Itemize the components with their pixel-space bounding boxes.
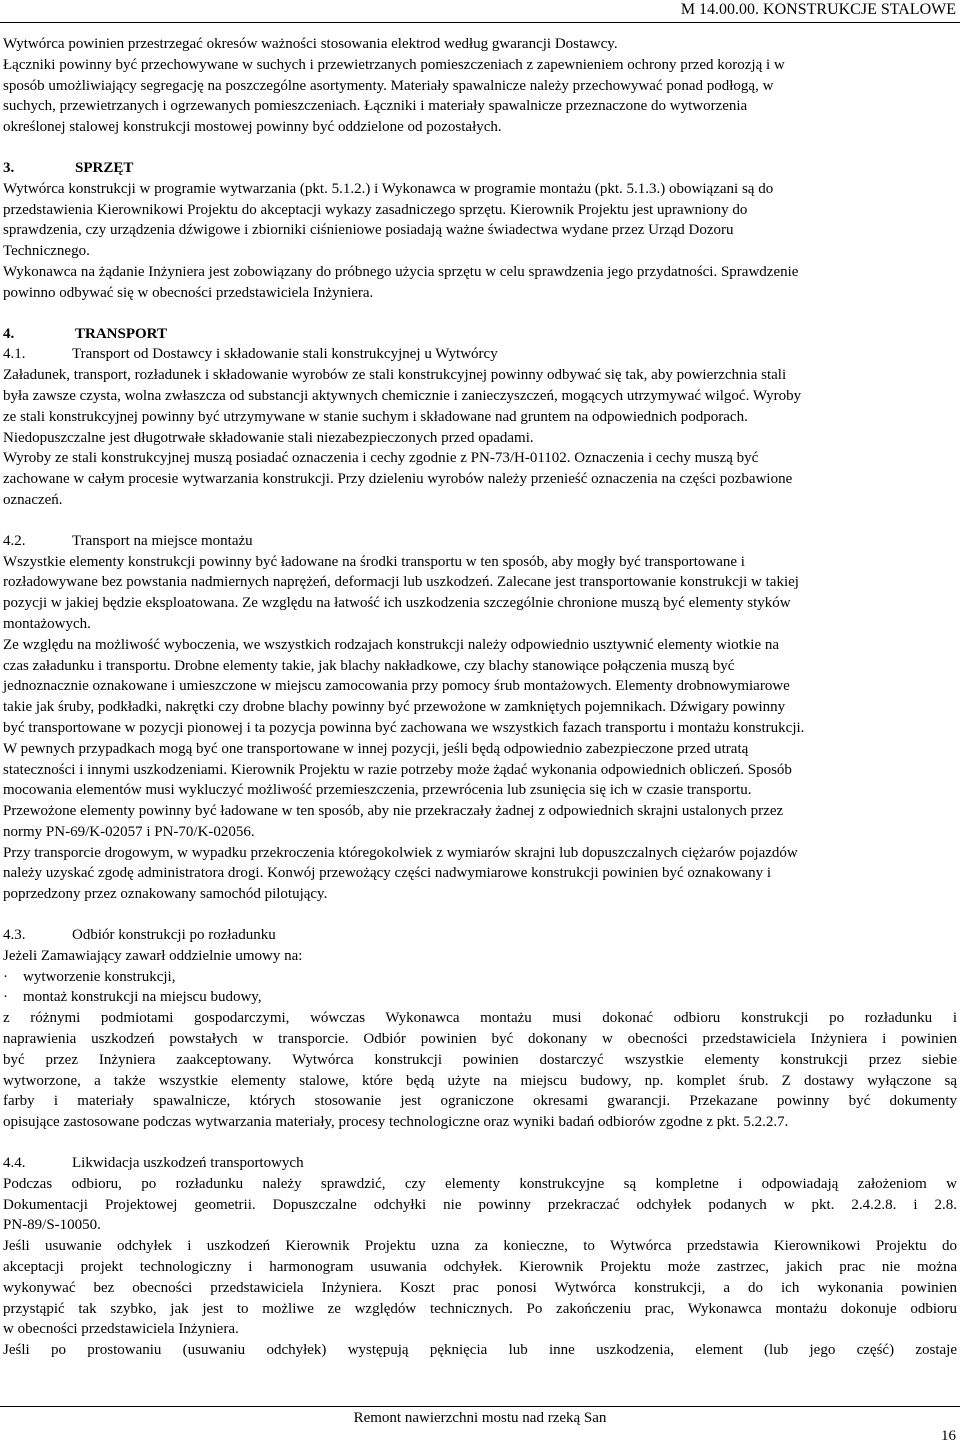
text-line: poprzedzony przez oznakowany samochód pilotujący. [3,886,328,903]
text-line: czas załadunku i transportu. Drobne elementy takie, jak blachy nakładkowe, czy blachy stanowiące połączenia muszą być [3,657,735,674]
subsection-number: 4.3. [3,927,26,944]
text-line: z różnymi podmiotami gospodarczymi, wówczas Wykonawca montażu musi dokonać odbioru konstrukcji po rozładunku i [3,1010,957,1027]
subsection-title: Odbiór konstrukcji po rozładunku [72,927,276,944]
list-item-text: wytworzenie konstrukcji, [23,968,176,985]
subsection-4-1-body [3,365,957,511]
text-line: Przewożone elementy powinny być ładowane w ten sposób, aby nie przekraczały żadnej z odpowiednich skrajni ustalonych przez [3,803,784,820]
subsection-heading-4-4 [3,1153,957,1174]
section-3-body [3,179,957,304]
subsection-4-4-body [3,1174,957,1361]
subsection-heading-4-2 [3,531,957,552]
text-line: takie jak śruby, podkładki, nakrętki czy drobne blachy powinny być przewożone w zamkniętych pojemnikach. Dźwigary powinny [3,699,786,716]
text-line: być przez Inżyniera zaakceptowany. Wytwórca konstrukcji powinien dostarczyć wszystkie elementy konstrukcji przez siebie [3,1051,957,1068]
text-line: Wykonawca na żądanie Inżyniera jest zobowiązany do próbnego użycia sprzętu w celu sprawdzenia jego przydatności. Sprawdzenie [3,263,799,280]
text-line: Technicznego. [3,243,90,260]
text-line: Niedopuszczalne jest długotrwałe składowanie stali niezabezpieczonych przed opadami. [3,429,534,446]
section-title: SPRZĘT [75,159,134,176]
text-line: była zawsze czysta, wolna zwłaszcza od substancji aktywnych chemicznie i zanieczyszczeń, mogących utrzymywać wilgoć. Wyroby [3,387,802,404]
text-line: stateczności i innymi uszkodzeniami. Kierownik Projektu w razie potrzeby może żądać wykonania odpowiednich obliczeń. Sposób [3,761,792,778]
text-line: należy uzyskać zgodę administratora drogi. Konwój przewożący części nadwymiarowe konstrukcji powinien być oznakowany i [3,865,772,882]
text-line: w obecności przedstawiciela Inżyniera. [3,1321,239,1338]
text-line: Jeśli usuwanie odchyłek i uszkodzeń Kierownik Projektu uzna za konieczne, to Wytwórca przedstawia Kierownikowi Projektu do [3,1238,957,1255]
list-item [3,967,957,988]
text-line: Wszystkie elementy konstrukcji powinny być ładowane na środki transportu w ten sposób, aby mogły być transportowane i [3,553,745,570]
text-line: Ze względu na możliwość wyboczenia, we wszystkich rodzajach konstrukcji należy odpowiednio usztywnić elementy wiotkie na [3,636,780,653]
page-number: 16 [941,1428,956,1444]
text-line: naprawienia uszkodzeń powstałych w transporcie. Odbiór powinien być dokonany w obecności przedstawiciela Inżyniera i powinien [3,1031,957,1048]
subsection-number: 4.1. [3,346,26,363]
text-line: mocowania elementów musi wykluczyć możliwość przemieszczenia, przewrócenia lub zsunięcia się ich w czasie transportu. [3,782,752,799]
text-line: pozycji w jakiej będzie eksploatowana. Ze względu na łatwość ich uszkodzenia szczególnie chronione muszą być elementy styków [3,595,791,612]
footer-title: Remont nawierzchni mostu nad rzeką San [353,1410,607,1426]
section-heading-4 [3,324,957,345]
subsection-4-3-body [3,946,957,1133]
text-line: powinno odbywać się w obecności przedstawiciela Inżyniera. [3,284,374,301]
subsection-title: Transport na miejsce montażu [72,532,253,549]
text-line: Dokumentacji Projektowej geometrii. Dopuszczalne odchyłki nie powinny przekraczać odchyłek podanych w pkt. 2.4.2.8. i 2.8. [3,1196,957,1213]
text-line: Jeżeli Zamawiający zawarł oddzielnie umowy na: [3,947,303,964]
text-line: normy PN-69/K-02057 i PN-70/K-02056. [3,823,255,840]
subsection-title: Likwidacja uszkodzeń transportowych [72,1155,304,1172]
text-line: PN-89/S-10050. [3,1217,101,1234]
text-line: opisujące zastosowane podczas wytwarzania materiały, procesy technologiczne oraz wyniki badań odbiorów zgodne z pkt. 5.2.2.7. [3,1114,789,1131]
text-line: Przy transporcie drogowym, w wypadku przekroczenia któregokolwiek z wymiarów skrajni lub dopuszczalnych ciężarów pojazdów [3,844,798,861]
text-line: Podczas odbioru, po rozładunku należy sprawdzić, czy elementy konstrukcyjne są kompletne i odpowiadają założeniom w [3,1175,957,1192]
bullet-mark: · [3,989,8,1006]
text-line: suchych, przewietrzanych i ogrzewanych pomieszczeniach. Łączniki i materiały spawalnicze przeznaczone do wytworzenia [3,98,748,115]
intro-paragraph [3,34,957,138]
subsection-title: Transport od Dostawcy i składowanie stali konstrukcyjnej u Wytwórcy [72,346,498,363]
text-line: jednoznacznie oznakowane i umieszczone w miejscu zamocowania przy pomocy śrub montażowych. Elementy drobnowymiarowe [3,678,790,695]
text-line: akceptacji projekt technologiczny i harmonogram usuwania odchyłek. Kierownik Projektu może zastrzec, jakich prac nie można [3,1259,957,1276]
text-line: Załadunek, transport, rozładunek i składowanie wyrobów ze stali konstrukcyjnej powinny odbywać się tak, aby powierzchnia stali [3,367,787,384]
section-heading-3 [3,158,957,179]
text-line: określonej stalowej konstrukcji mostowej powinny być oddzielone od pozostałych. [3,119,502,136]
footer-divider [0,1406,960,1407]
subsection-heading-4-1 [3,344,957,365]
subsection-4-2-body [3,552,957,906]
text-line: przedstawienia Kierownikowi Projektu do akceptacji wykazy zasadniczego sprzętu. Kierownik Projektu jest uprawniony do [3,201,748,218]
page-header-code: M 14.00.00. KONSTRUKCJE STALOWE [680,1,956,18]
text-line: rozładowywane bez powstania nadmiernych naprężeń, deformacji lub uszkodzeń. Zalecane jest transportowanie konstrukcji w takiej [3,574,799,591]
document-body [3,34,957,1361]
text-line: Łączniki powinny być przechowywane w suchych i przewietrzanych pomieszczeniach z zapewnieniem ochrony przed korozją i w [3,56,785,73]
text-line: Wyroby ze stali konstrukcyjnej muszą posiadać oznaczenia i cechy zgodnie z PN-73/H-01102. Oznaczenia i cechy muszą być [3,450,759,467]
text-line: przystąpić tak szybko, jak jest to możliwe ze względów technicznych. Po zakończeniu prac, Wykonawca montażu dokonuje odbioru [3,1300,957,1317]
subsection-number: 4.4. [3,1155,26,1172]
list-item-text: montaż konstrukcji na miejscu budowy, [23,989,262,1006]
text-line: ze stali konstrukcyjnej powinny być utrzymywane w stanie suchym i składowane nad gruntem na odpowiednich podporach. [3,408,748,425]
subsection-number: 4.2. [3,532,26,549]
text-line: wykonywać bez obecności przedstawiciela Inżyniera. Koszt prac ponosi Wytwórca konstrukcji, a do ich wykonania powinien [3,1279,957,1296]
text-line: W pewnych przypadkach mogą być one transportowane w innej pozycji, jeśli będą odpowiednio zabezpieczone przed utratą [3,740,749,757]
text-line: Jeśli po prostowaniu (usuwaniu odchyłek) występują pęknięcia lub inne uszkodzenia, element (lub jego część) zostaje [3,1342,957,1359]
section-number: 4. [3,325,15,342]
text-line: sprawdzenia, czy urządzenia dźwigowe i zbiorniki ciśnieniowe posiadają ważne świadectwa wydane przez Urząd Dozoru [3,222,734,239]
text-line: oznaczeń. [3,491,63,508]
text-line: Wytwórca konstrukcji w programie wytwarzania (pkt. 5.1.2.) i Wykonawca w programie montażu (pkt. 5.1.3.) obowiązani są do [3,180,774,197]
text-line: montażowych. [3,615,91,632]
text-line: Wytwórca powinien przestrzegać okresów ważności stosowania elektrod według gwarancji Dostawcy. [3,36,618,52]
text-line: być transportowane w pozycji pionowej i ta pozycja powinna być zachowana we wszystkich fazach transportu i montażu konstrukcji. [3,719,805,736]
subsection-heading-4-3 [3,925,957,946]
section-title: TRANSPORT [75,325,167,342]
list-item [3,987,957,1008]
header-divider [0,22,960,23]
text-line: zachowane w całym procesie wytwarzania konstrukcji. Przy dzieleniu wyrobów należy przenieść oznaczenia na części pozbawione [3,471,793,488]
text-line: sposób umożliwiający segregację na poszczególne asortymenty. Materiały spawalnicze należy przechowywać ponad podłogą, w [3,77,774,94]
bullet-mark: · [3,968,8,985]
section-number: 3. [3,159,15,176]
text-line: wytworzone, a także wszystkie elementy stalowe, które będą użyte na miejscu budowy, np. komplet śrub. Z dostawy wyłączone są [3,1072,957,1089]
text-line: farby i materiały spawalnicze, których stosowanie jest ograniczone okresami gwarancji. Przekazane powinny być dokumenty [3,1093,957,1110]
